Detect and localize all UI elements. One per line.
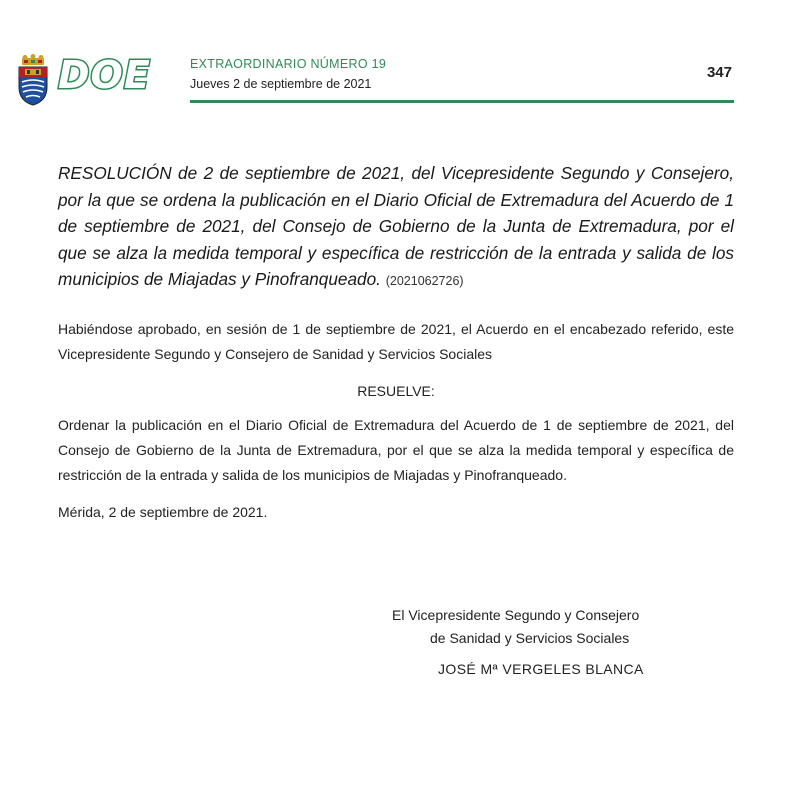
paragraph-preamble: Habiéndose aprobado, en sesión de 1 de septiembre de 2021, el Acuerdo en el encabezado referido, este Vicepresidente Segundo y Consejero de Sanidad y Servicios Sociales: [58, 320, 734, 362]
header-divider: [190, 100, 734, 103]
document-body: [58, 160, 734, 525]
reference-number: (2021062726): [385, 274, 464, 289]
paragraph-resolution: Ordenar la publicación en el Diario Oficial de Extremadura del Acuerdo de 1 de septiembre de 2021, del Consejo de Gobierno de la Junta de Extremadura, por el que se alza la medida temporal y específica de restricción de la entrada y salida de los municipios de Miajadas y Pinofranqueado.: [58, 416, 734, 483]
edition-label: EXTRAORDINARIO NÚMERO 19: [190, 57, 387, 71]
signatory-title-line-1: El Vicepresidente Segundo y Consejero: [392, 607, 640, 623]
resolution-title: [58, 160, 734, 295]
place-date: Mérida, 2 de septiembre de 2021.: [58, 503, 268, 520]
resolution-title-text: RESOLUCIÓN de 2 de septiembre de 2021, del Vicepresidente Segundo y Consejero, por la que se ordena la publicación en el Diario Oficial de Extremadura del Acuerdo de 1 de septiembre de 2021, del Consejo de Gobierno de la Junta de Extremadura, por el que se alza la medida temporal y específica de restricción de la entrada y salida de los municipios de Miajadas y Pinofranqueado.: [58, 163, 734, 290]
issue-meta: [190, 54, 386, 94]
document-header: [16, 50, 734, 106]
resuelve-heading: RESUELVE:: [357, 382, 435, 399]
issue-date: Jueves 2 de septiembre de 2021: [190, 77, 372, 91]
signatory-title-line-2: de Sanidad y Servicios Sociales: [430, 630, 630, 646]
signatory-name: JOSÉ Mª VERGELES BLANCA: [438, 661, 644, 677]
coat-of-arms-icon: [16, 54, 50, 106]
signature-block: [388, 604, 688, 681]
page-number: 347: [706, 64, 732, 81]
doe-logo: DOE: [58, 53, 151, 97]
